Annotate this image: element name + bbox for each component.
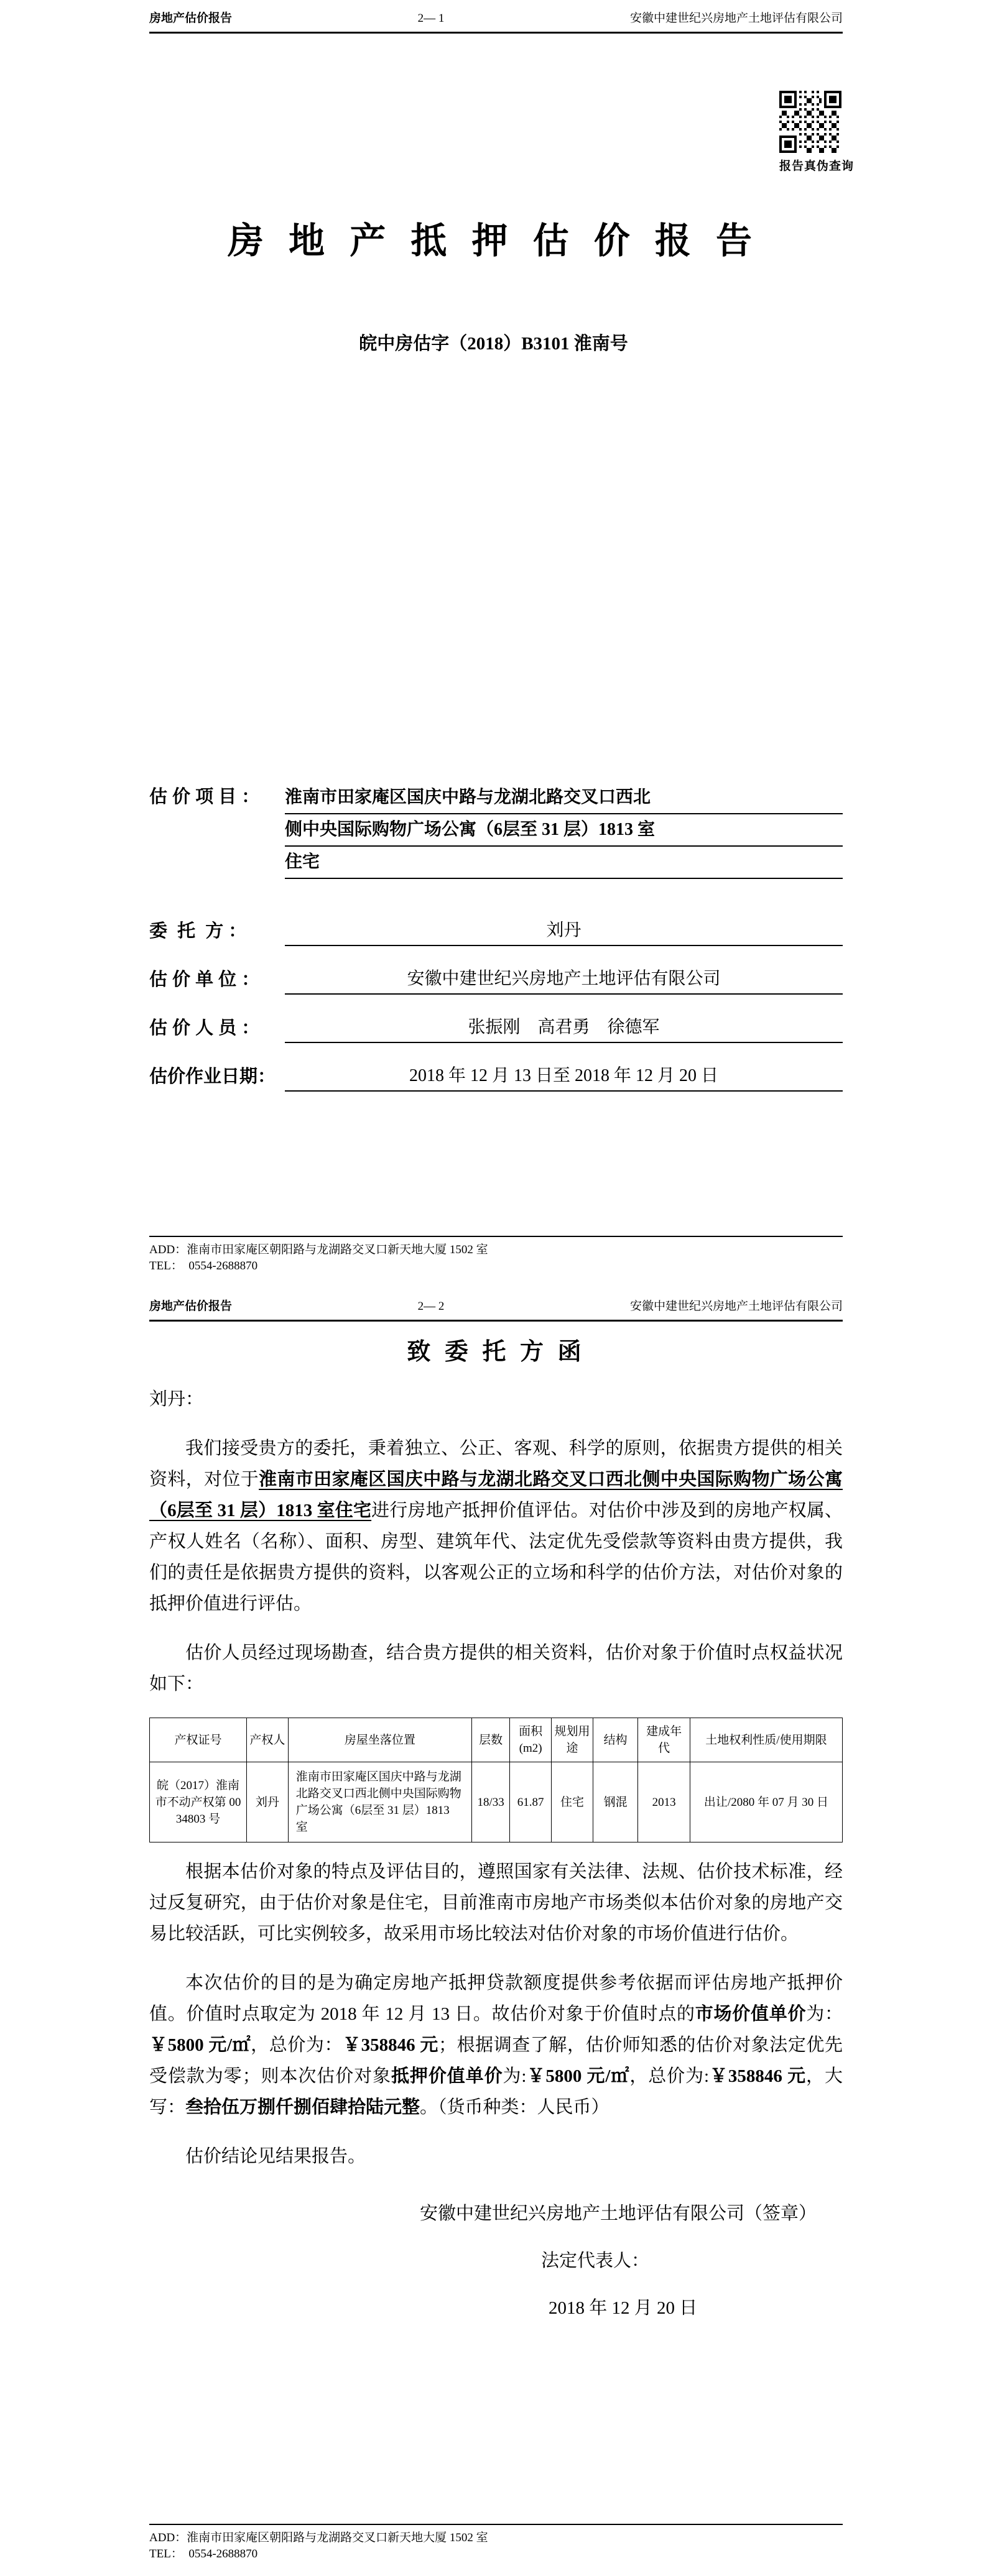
col-header-owner: 产权人 bbox=[246, 1718, 288, 1762]
project-value bbox=[285, 782, 843, 879]
header-doc-title: 房地产估价报告 bbox=[149, 12, 233, 25]
table-header-row bbox=[150, 1718, 843, 1762]
form-row-staff bbox=[149, 1013, 843, 1043]
form-row-client bbox=[149, 916, 843, 946]
cell-land-rights: 出让/2080 年 07 月 30 日 bbox=[690, 1762, 842, 1842]
date-label: 估价作业日期： bbox=[149, 1067, 276, 1087]
header-page-number: 2— 1 bbox=[417, 12, 445, 25]
agency-label: 估 价 单 位 ： bbox=[149, 970, 260, 990]
letter-body bbox=[149, 1336, 843, 2324]
project-label: 估 价 项 目 ： bbox=[149, 787, 260, 807]
page-footer bbox=[149, 1236, 843, 1274]
table-row bbox=[150, 1762, 843, 1842]
cell-area: 61.87 bbox=[510, 1762, 552, 1842]
agency-value: 安徽中建世纪兴房地产土地评估有限公司 bbox=[285, 965, 843, 995]
qr-block bbox=[779, 91, 855, 173]
date-value: 2018 年 12 月 13 日至 2018 年 12 月 20 日 bbox=[285, 1062, 843, 1092]
paragraph-conclusion: 估价结论见结果报告。 bbox=[185, 2146, 366, 2166]
paragraph-valuation: 本次估价的目的是为确定房地产抵押贷款额度提供参考依据而评估房地产抵押价值。价值时点取定为 2018 年 12 月 13 日。故估价对象于价值时点的市场价值单价为：￥5800 元/㎡，总价为：￥358846 元；根据调查了解，估价师知悉的估价对象法定优先受偿款为零；则本次估价对象抵押价值单价为:￥5800 元/㎡，总价为:￥358846 元，大写：叁拾伍万捌仟捌佰肆拾陆元整。（货币种类：人民币） bbox=[149, 1973, 843, 2117]
client-label: 委 托 方 ： bbox=[149, 921, 247, 941]
cell-location: 淮南市田家庵区国庆中路与龙湖北路交叉口西北侧中央国际购物广场公寓（6层至 31 层）1813 室 bbox=[288, 1762, 471, 1842]
header-company-name: 安徽中建世纪兴房地产土地评估有限公司 bbox=[629, 1300, 843, 1313]
legal-representative-label: 法定代表人： bbox=[541, 2251, 650, 2271]
qr-caption: 报告真伪查询 bbox=[779, 160, 855, 173]
cover-form bbox=[149, 782, 843, 1092]
signature-company: 安徽中建世纪兴房地产土地评估有限公司（签章） bbox=[419, 2204, 817, 2224]
page-footer bbox=[149, 2524, 843, 2562]
letter-title: 致 委 托 方 函 bbox=[407, 1339, 585, 1365]
header-doc-title: 房地产估价报告 bbox=[149, 1300, 233, 1313]
signature-date: 2018 年 12 月 20 日 bbox=[549, 2298, 698, 2318]
col-header-location: 房屋坐落位置 bbox=[288, 1718, 471, 1762]
col-header-use: 规划用途 bbox=[552, 1718, 593, 1762]
col-header-land-rights: 土地权利性质/使用期限 bbox=[690, 1718, 842, 1762]
property-rights-table bbox=[149, 1718, 843, 1842]
cell-year: 2013 bbox=[638, 1762, 690, 1842]
paragraph-method: 根据本估价对象的特点及评估目的，遵照国家有关法律、法规、估价技术标准，经过反复研究，由于估价对象是住宅，目前淮南市房地产市场类似本估价对象的房地产交易比较活跃，可比实例较多，故采用市场比较法对估价对象的市场价值进行估价。 bbox=[149, 1862, 843, 1944]
form-row-date bbox=[149, 1062, 843, 1092]
salutation: 刘丹： bbox=[149, 1389, 204, 1409]
form-row-project bbox=[149, 782, 843, 879]
footer-tel: TEL： 0554-2688870 bbox=[149, 1259, 258, 1272]
cell-use: 住宅 bbox=[552, 1762, 593, 1842]
col-header-certificate: 产权证号 bbox=[150, 1718, 247, 1762]
footer-address: ADD：淮南市田家庵区朝阳路与龙湖路交叉口新天地大厦 1502 室 bbox=[149, 2531, 488, 2544]
paragraph-engagement: 我们接受贵方的委托，秉着独立、公正、客观、科学的原则，依据贵方提供的相关资料，对位于淮南市田家庵区国庆中路与龙湖北路交叉口西北侧中央国际购物广场公寓（6层至 31 层）1813 室住宅进行房地产抵押价值评估。对估价中涉及到的房地产权属、产权人姓名（名称）、面积、房型、建筑年代、法定优先受偿款等资料由贵方提供，我们的责任是依据贵方提供的资料，以客观公正的立场和科学的估价方法，对估价对象的抵押价值进行评估。 bbox=[149, 1438, 843, 1614]
client-value: 刘丹 bbox=[285, 916, 843, 946]
footer-address: ADD：淮南市田家庵区朝阳路与龙湖路交叉口新天地大厦 1502 室 bbox=[149, 1243, 488, 1256]
header-company-name: 安徽中建世纪兴房地产土地评估有限公司 bbox=[629, 12, 843, 25]
col-header-structure: 结构 bbox=[593, 1718, 637, 1762]
report-number: 皖中房估字（2018）B3101 淮南号 bbox=[359, 334, 628, 354]
staff-value: 张振刚 高君勇 徐德军 bbox=[285, 1013, 843, 1043]
page-header bbox=[149, 1299, 843, 1322]
col-header-area: 面积(m2) bbox=[510, 1718, 552, 1762]
col-header-year: 建成年代 bbox=[638, 1718, 690, 1762]
col-header-floor: 层数 bbox=[472, 1718, 510, 1762]
qr-code bbox=[779, 91, 841, 153]
cell-certificate: 皖（2017）淮南市不动产权第 0034803 号 bbox=[150, 1762, 247, 1842]
footer-tel: TEL： 0554-2688870 bbox=[149, 2547, 258, 2560]
project-line-1: 淮南市田家庵区国庆中路与龙湖北路交叉口西北 bbox=[285, 782, 843, 814]
form-row-agency bbox=[149, 965, 843, 995]
page-header bbox=[149, 11, 843, 34]
project-line-3: 住宅 bbox=[285, 847, 843, 879]
header-page-number: 2— 2 bbox=[417, 1300, 445, 1313]
cell-owner: 刘丹 bbox=[246, 1762, 288, 1842]
cell-floor: 18/33 bbox=[472, 1762, 510, 1842]
project-line-2: 侧中央国际购物广场公寓（6层至 31 层）1813 室 bbox=[285, 814, 843, 847]
page-2-letter bbox=[0, 1288, 987, 2576]
staff-label: 估 价 人 员 ： bbox=[149, 1018, 260, 1038]
paragraph-survey: 估价人员经过现场勘查，结合贵方提供的相关资料，估价对象于价值时点权益状况如下： bbox=[149, 1643, 843, 1694]
cell-structure: 钢混 bbox=[593, 1762, 637, 1842]
report-title: 房 地 产 抵 押 估 价 报 告 bbox=[228, 221, 759, 261]
